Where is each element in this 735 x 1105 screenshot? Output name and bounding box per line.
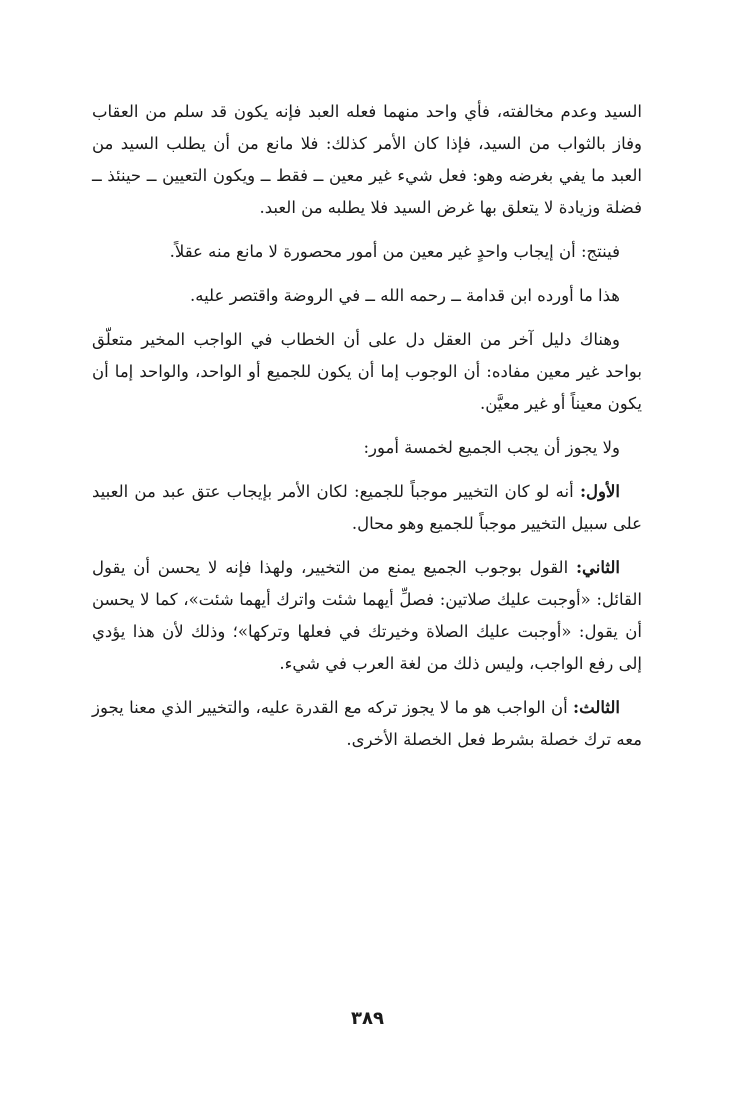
paragraph-3: [92, 280, 642, 312]
point-label: الأول:: [579, 482, 620, 501]
paragraph-text: السيد وعدم مخالفته، فأي واحد منهما فعله العبد فإنه يكون قد سلم من العقاب وفاز بالثواب من السيد، فإذا كان الأمر كذلك: فلا مانع من أن يطلب السيد من العبد ما يفي بغرضه وهو: فعل شيء غير معين ــ فقط ــ ويكون التعيين ــ حينئذ ــ فضلة وزيادة لا يتعلق بها غرض السيد فلا يطلبه من العبد.: [92, 102, 642, 217]
paragraph-4: [92, 324, 642, 420]
page-number: ٣٨٩: [351, 1008, 384, 1029]
paragraph-text: هذا ما أورده ابن قدامة ــ رحمه الله ــ في الروضة واقتصر عليه.: [189, 286, 620, 305]
paragraph-8: [92, 692, 642, 756]
paragraph-6: [92, 476, 642, 540]
paragraph-5: [92, 432, 642, 464]
paragraph-text: أنه لو كان التخيير موجباً للجميع: لكان الأمر بإيجاب عتق عبد من العبيد على سبيل التخيير موجباً للجميع وهو محال.: [92, 482, 642, 533]
paragraph-7: [92, 552, 642, 680]
paragraph-text: ولا يجوز أن يجب الجميع لخمسة أمور:: [363, 438, 620, 457]
paragraph-text: وهناك دليل آخر من العقل دل على أن الخطاب في الواجب المخير متعلّق بواحد غير معين مفاده: أن الوجوب إما أن يكون للجميع أو الواحد، والواحد إما أن يكون معيناً أو غير معيَّن.: [92, 330, 642, 413]
paragraph-text: فينتج: أن إيجاب واحدٍ غير معين من أمور محصورة لا مانع منه عقلاً.: [169, 242, 620, 261]
paragraph-1: [92, 96, 642, 224]
point-label: الثاني:: [575, 558, 620, 577]
point-label: الثالث:: [573, 698, 620, 717]
paragraph-text: القول بوجوب الجميع يمنع من التخيير، ولهذا فإنه لا يحسن أن يقول القائل: «أوجبت عليك صلاتين: فصلِّ أيهما شئت واترك أيهما شئت»، كما لا يحسن أن يقول: «أوجبت عليك الصلاة وخيرتك في فعلها وتركها»؛ وذلك لأن هذا يؤدي إلى رفع الواجب، وليس ذلك من لغة العرب في شيء.: [92, 558, 642, 673]
paragraph-text: أن الواجب هو ما لا يجوز تركه مع القدرة عليه، والتخيير الذي معنا يجوز معه ترك خصلة بشرط فعل الخصلة الأخرى.: [92, 698, 642, 749]
paragraph-2: [92, 236, 642, 268]
body-text: [92, 96, 642, 768]
